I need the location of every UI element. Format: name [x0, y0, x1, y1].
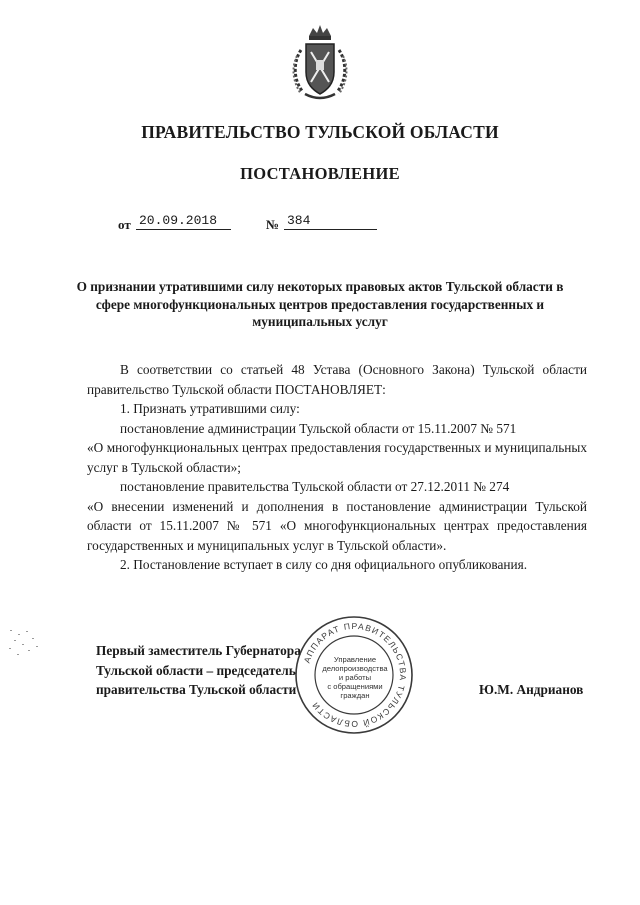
signatory-position-line-2: Тульской области – председатель	[96, 662, 296, 678]
signatory-position-line-1: Первый заместитель Губернатора	[96, 643, 301, 658]
body-paragraph-act-2: постановление правительства Тульской области от 27.12.2011 № 274	[120, 479, 510, 494]
signatory-position-line-3: правительства Тульской области	[96, 682, 297, 697]
number-label: №	[266, 217, 280, 232]
stamp-center-line-1: Управление	[333, 655, 377, 664]
number-value: 384	[284, 212, 377, 230]
stamp-center-line-5: граждан	[340, 691, 370, 700]
body-paragraph-act-1: постановление администрации Тульской области от 15.11.2007 № 571	[120, 420, 517, 436]
document-type: ПОСТАНОВЛЕНИЕ	[240, 164, 400, 183]
stamp-center-line-2: делопроизводства	[322, 664, 388, 673]
stamp-center-line-4: с обращениями	[327, 682, 383, 691]
stamp-ring-text: АППАРАТ ПРАВИТЕЛЬСТВА ТУЛЬСКОЙ ОБЛАСТИ	[301, 620, 409, 730]
body-paragraph-preamble: В соответствии со статьей 48 Устава (Основного Закона) Тульской области правительство Тульской области ПОСТАНОВЛЯЕТ:	[87, 362, 587, 397]
signatory-name: Ю.М. Андрианов	[479, 682, 584, 697]
organization-title: ПРАВИТЕЛЬСТВО ТУЛЬСКОЙ ОБЛАСТИ	[141, 122, 499, 142]
scan-specks	[6, 628, 46, 668]
official-stamp	[292, 613, 416, 737]
date-label: от	[118, 217, 131, 232]
body-paragraph-item-1: 1. Признать утратившими силу:	[120, 401, 300, 416]
body-paragraph-act-1-title: «О многофункциональных центрах предоставления государственных и муниципальных услуг в Тульской области»;	[87, 440, 587, 475]
coat-of-arms-emblem	[287, 22, 353, 104]
document-body	[87, 360, 587, 575]
stamp-center-line-3: и работы	[338, 673, 372, 682]
document-subject: О признании утратившими силу некоторых правовых актов Тульской области в сфере многофункциональных центров предоставления государственных и муниципальных услуг	[76, 279, 564, 329]
stamp-center-text	[320, 655, 390, 700]
body-paragraph-act-2-title: «О внесении изменений и дополнения в постановление администрации Тульской области от 15.11.2007 № 571 «О многофункциональных центрах предоставления государственных и муниципальных услуг в Тульской области».	[87, 498, 587, 553]
date-value: 20.09.2018	[136, 212, 231, 230]
body-paragraph-item-2: 2. Постановление вступает в силу со дня официального опубликования.	[120, 557, 528, 572]
